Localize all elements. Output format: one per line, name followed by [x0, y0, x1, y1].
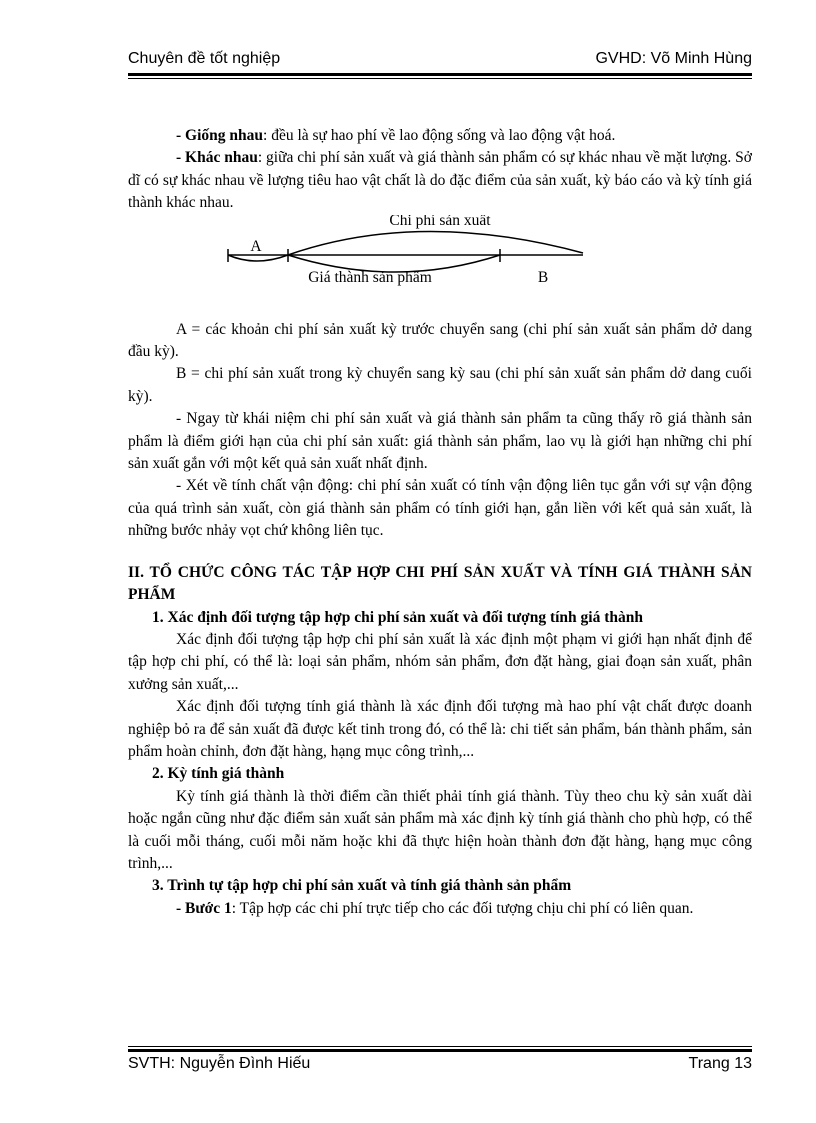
cost-diagram: [128, 215, 752, 319]
paragraph-b-def: B = chi phí sản xuất trong kỳ chuyển sang kỳ sau (chi phí sản xuất sản phẩm dở dang cuối kỳ).: [128, 365, 752, 405]
heading-1: 1. Xác định đối tượng tập hợp chi phí sản xuất và đối tượng tính giá thành: [152, 608, 643, 626]
page-content: [128, 125, 752, 920]
header-left: Chuyên đề tốt nghiệp: [128, 50, 281, 67]
diagram-bottom-label: Giá thành sản phẩm: [308, 268, 432, 286]
paragraph-text: : giữa chi phí sản xuất và giá thành sản phẩm có sự khác nhau về mặt lượng. Sở dĩ có sự khác nhau về lượng tiêu hao vật chất là do đặc điểm của sản xuất, kỳ báo cáo và kỳ tính giá thành khác nhau.: [128, 149, 752, 212]
paragraph-a-def: A = các khoản chi phí sản xuất kỳ trước chuyển sang (chi phí sản xuất sản phẩm dở dang đầu kỳ).: [128, 320, 752, 361]
bold-term: - Khác nhau: [176, 149, 258, 167]
paragraph-step-1: [128, 898, 752, 920]
heading-2: 2. Kỳ tính giá thành: [152, 765, 285, 783]
paragraph-text: : Tập hợp các chi phí trực tiếp cho các đối tượng chịu chi phí có liên quan.: [231, 899, 694, 917]
paragraph-motion: - Xét về tính chất vận động: chi phí sản xuất có tính vận động liên tục gắn với sự vận động của quá trình sản xuất, còn giá thành sản phẩm có tính giới hạn, gắn liền với kết quả sản xuất, là những bước nhảy vọt chứ không liên tục.: [128, 477, 752, 540]
paragraph-costing-period: Kỳ tính giá thành là thời điểm cần thiết phải tính giá thành. Tùy theo chu kỳ sản xuất dài hoặc ngắn cũng như đặc điểm sản xuất sản phẩm mà xác định kỳ tính giá thành cho phù hợp, có thể là cuối mỗi tháng, cuối mỗi năm hoặc khi đã thực hiện hoàn thành đơn đặt hàng, hạng mục công trình,...: [128, 787, 752, 872]
header-right: GVHD: Võ Minh Hùng: [595, 50, 752, 67]
paragraph-cost-object: Xác định đối tượng tập hợp chi phí sản xuất là xác định một phạm vi giới hạn nhất định để tập hợp chi phí, có thể là: loại sản phẩm, nhóm sản phẩm, đơn đặt hàng, giai đoạn sản xuất, phân xưởng sản xuất,...: [128, 630, 752, 693]
page-footer: [128, 1055, 752, 1077]
section-title: II. TỔ CHỨC CÔNG TÁC TẬP HỢP CHI PHÍ SẢN XUẤT VÀ TÍNH GIÁ THÀNH SẢN PHẨM: [128, 563, 752, 604]
header-rule-thick: [128, 73, 752, 76]
paragraph-difference: [128, 147, 752, 214]
page-number: Trang 13: [688, 1055, 752, 1072]
page-header: [128, 50, 752, 72]
paragraph-similarity: [128, 125, 752, 147]
diagram-left-arc: [228, 255, 288, 261]
bold-term: - Giống nhau: [176, 127, 264, 144]
diagram-label-b: B: [537, 268, 549, 286]
paragraph-text: : đều là sự hao phí về lao động sống và lao động vật hoá.: [263, 127, 616, 144]
diagram-label-a: A: [250, 237, 262, 255]
footer-left: SVTH: Nguyễn Đình Hiếu: [128, 1055, 311, 1072]
footer-rule-thick: [128, 1049, 752, 1052]
diagram-top-arc: [288, 231, 583, 255]
bold-term: - Bước 1: [176, 899, 232, 917]
diagram-top-label: Chi phí sản xuất: [389, 214, 491, 229]
footer-rule-thin: [128, 1046, 752, 1047]
paragraph-costing-object: Xác định đối tượng tính giá thành là xác định đối tượng mà hao phí vật chất được doanh nghiệp bỏ ra để sản xuất đã được kết tinh trong đó, có thể là: chi tiết sản phẩm, bán thành phẩm, sản phẩm hoàn chỉnh, đơn đặt hàng, hạng mục công trình,...: [128, 698, 752, 760]
heading-3: 3. Trình tự tập hợp chi phí sản xuất và tính giá thành sản phẩm: [152, 877, 572, 895]
paragraph-concept: - Ngay từ khái niệm chi phí sản xuất và giá thành sản phẩm ta cũng thấy rõ giá thành sản phẩm là điểm giới hạn của chi phí sản xuất: giá thành sản phẩm, lao vụ là giới hạn những chi phí sản xuất gắn với một kết quả sản xuất nhất định.: [128, 410, 752, 473]
header-rule-thin: [128, 78, 752, 79]
